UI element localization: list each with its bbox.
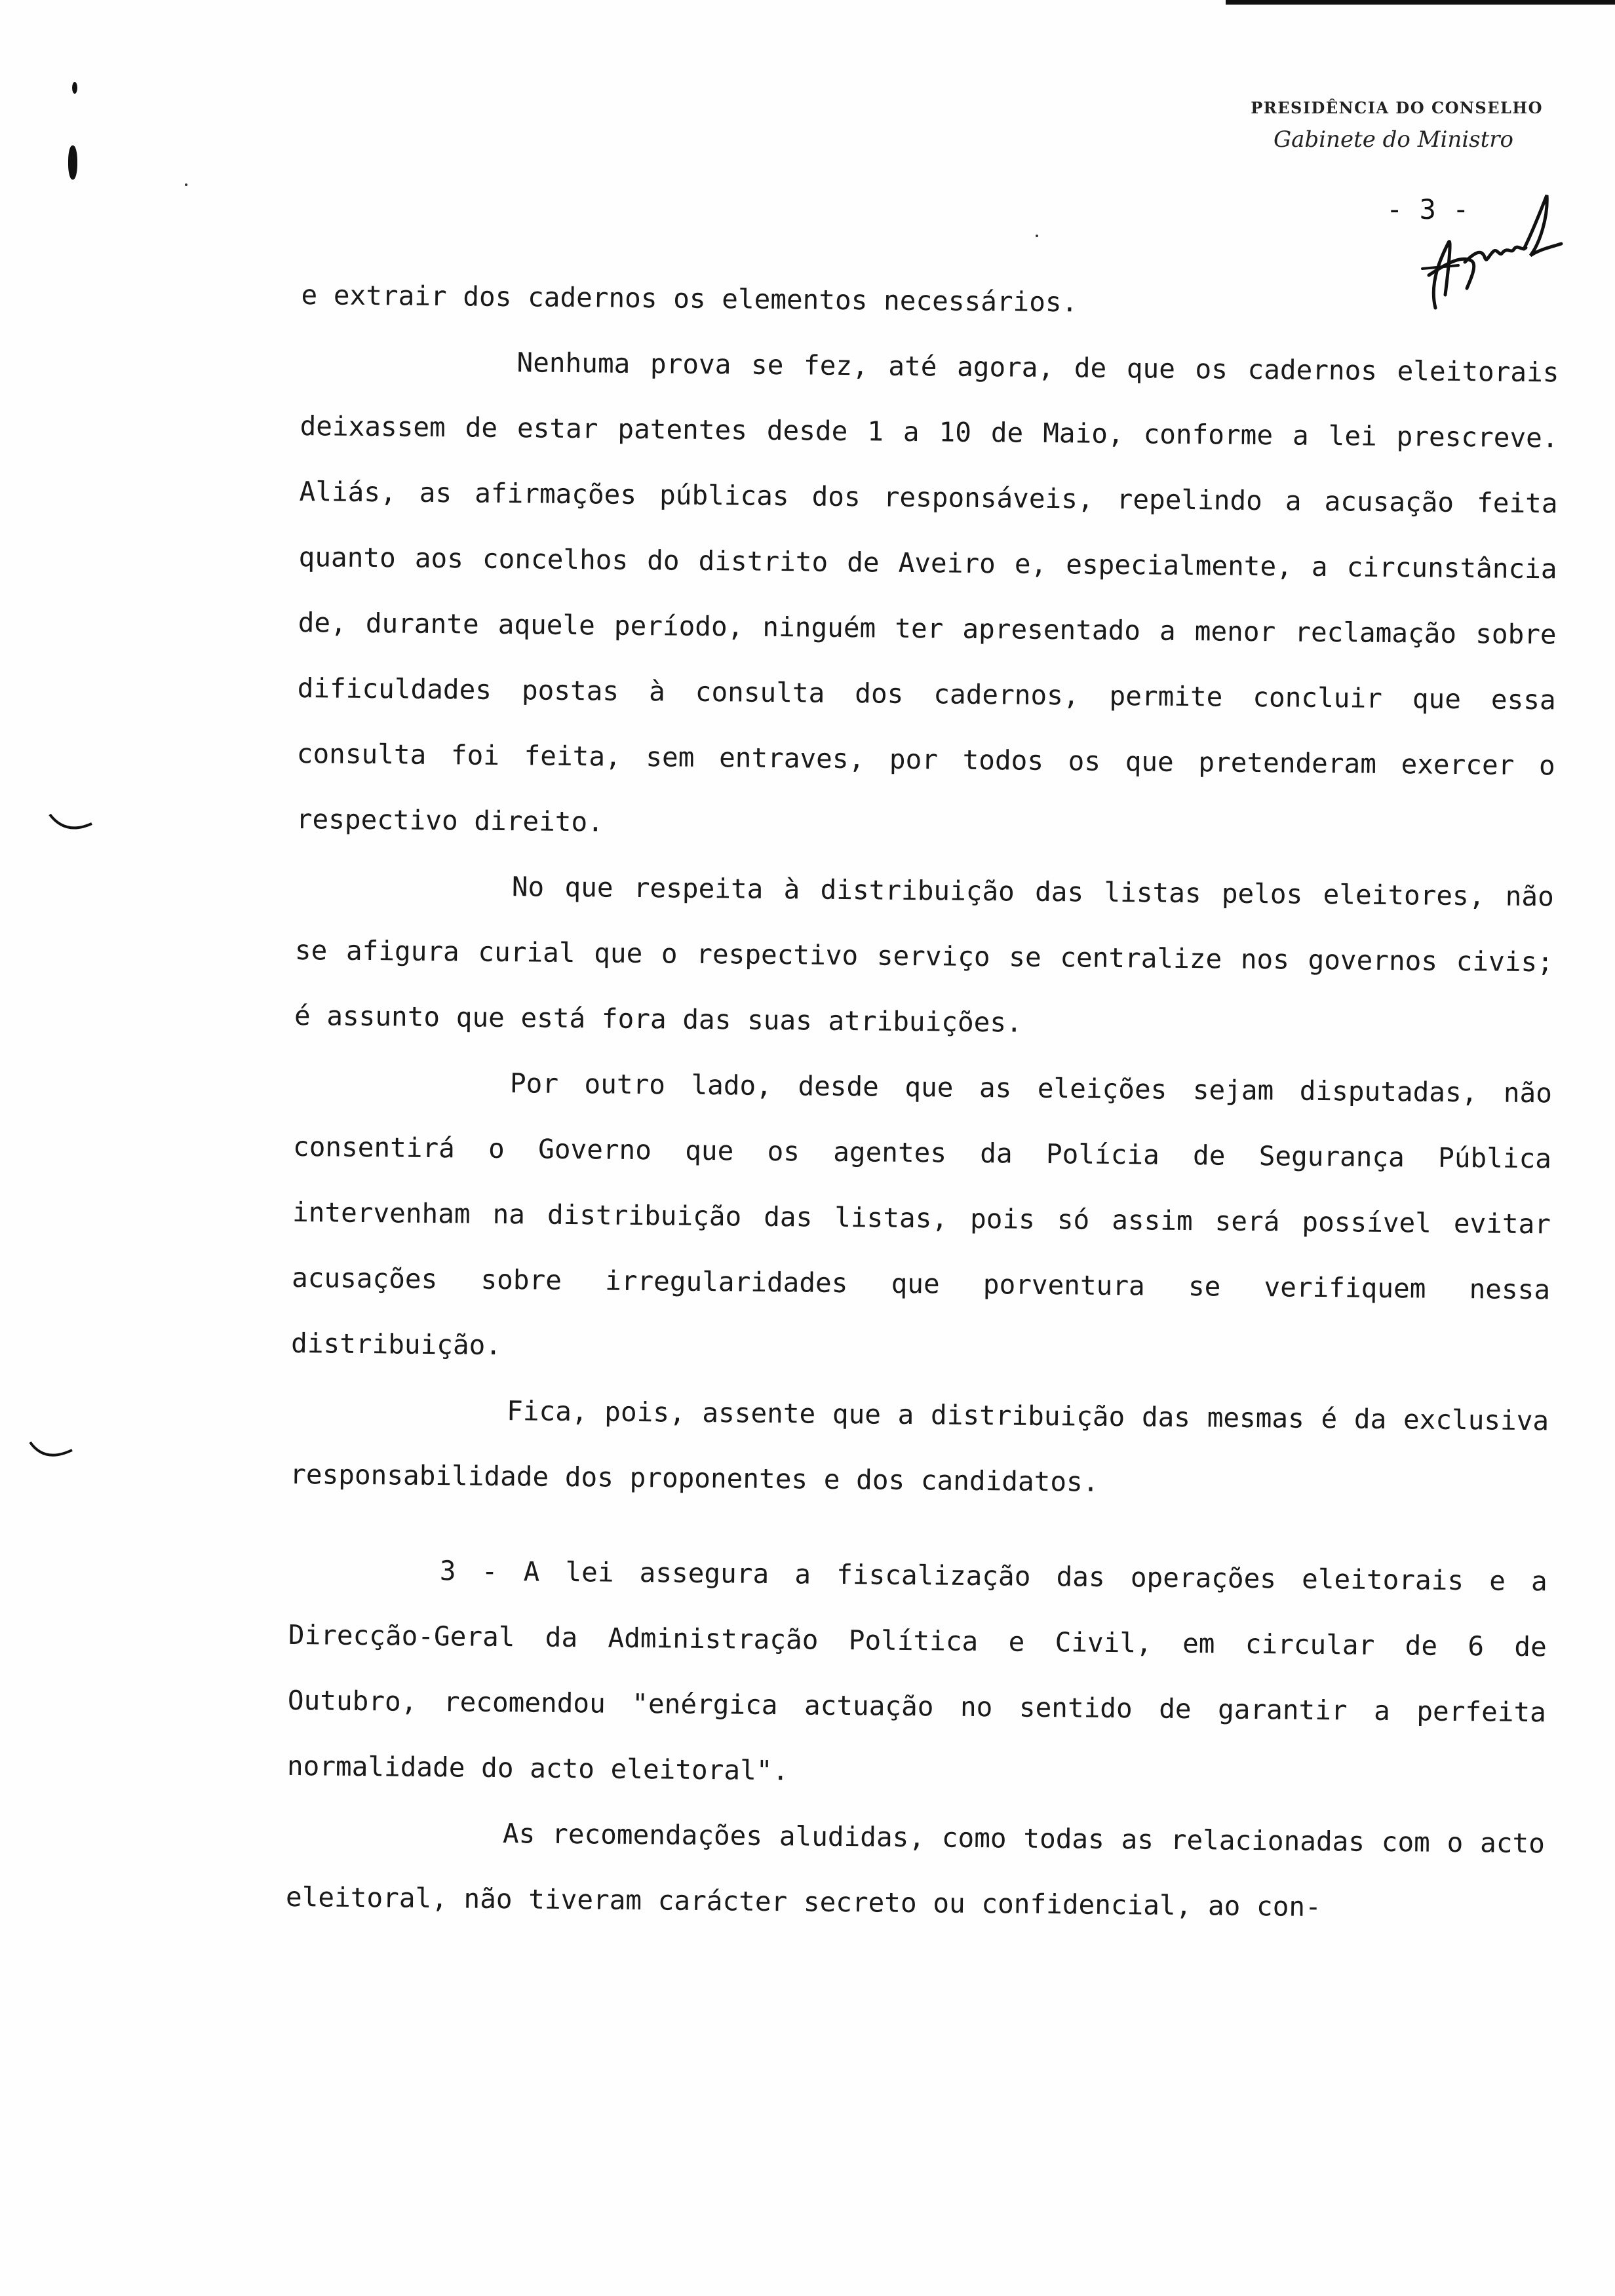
paragraph: No que respeita à distribuição das listas pelos eleitores, não se afigura curial que o respectivo serviço se centralize nos governos civis; é assunto que está fora das suas atribuições.	[294, 871, 1555, 1039]
margin-mark	[68, 145, 77, 180]
paragraph: Fica, pois, assente que a distribuição das mesmas é da exclusiva responsabilidade dos proponentes e dos candidatos.	[290, 1395, 1549, 1498]
paragraph: 3 - A lei assegura a fiscalização das operações eleitorais e a Direcção-Geral da Administração Política e Civil, em circular de 6 de Outubro, recomendou "enérgica actuação no sentido de garantir a perfeita normalidade do acto eleitoral".	[286, 1555, 1547, 1787]
punch-hole-mark	[46, 809, 98, 839]
margin-mark	[72, 82, 77, 94]
speck	[185, 183, 187, 186]
letterhead-organization: PRESIDÊNCIA DO CONSELHO	[1251, 98, 1543, 117]
paragraph: e extrair dos cadernos os elementos necessários.	[301, 278, 1078, 318]
paragraph: Por outro lado, desde que as eleições sejam disputadas, não consentirá o Governo que os agentes da Polícia de Segurança Pública intervenham na distribuição das listas, pois só assim será possível evitar acusações sobre irregularidades que porventura se verifiquem nessa distribuição.	[290, 1067, 1553, 1362]
paragraph: Nenhuma prova se fez, até agora, de que os cadernos eleitorais deixassem de estar patentes desde 1 a 10 de Maio, conforme a lei prescreve. Aliás, as afirmações públicas dos responsáveis, repelindo a acusação feita quanto aos concelhos do distrito de Aveiro e, especialmente, a circunstância de, durante aquele período, ninguém ter apresentado a menor reclamação sobre dificuldades postas à consulta dos cadernos, permite concluir que essa consulta foi feita, sem entraves, por todos os que pretenderam exercer o respectivo direito.	[296, 347, 1559, 838]
letter-body	[286, 262, 1560, 1942]
page-number: - 3 -	[1386, 193, 1469, 225]
speck	[1036, 235, 1038, 237]
letterhead-office: Gabinete do Ministro	[1273, 126, 1513, 153]
scan-edge	[1226, 0, 1615, 5]
letterhead	[1150, 98, 1543, 153]
punch-hole-mark	[26, 1438, 79, 1468]
paragraph: As recomendações aludidas, como todas as relacionadas com o acto eleitoral, não tiveram carácter secreto ou confidencial, ao con-	[285, 1818, 1546, 1923]
